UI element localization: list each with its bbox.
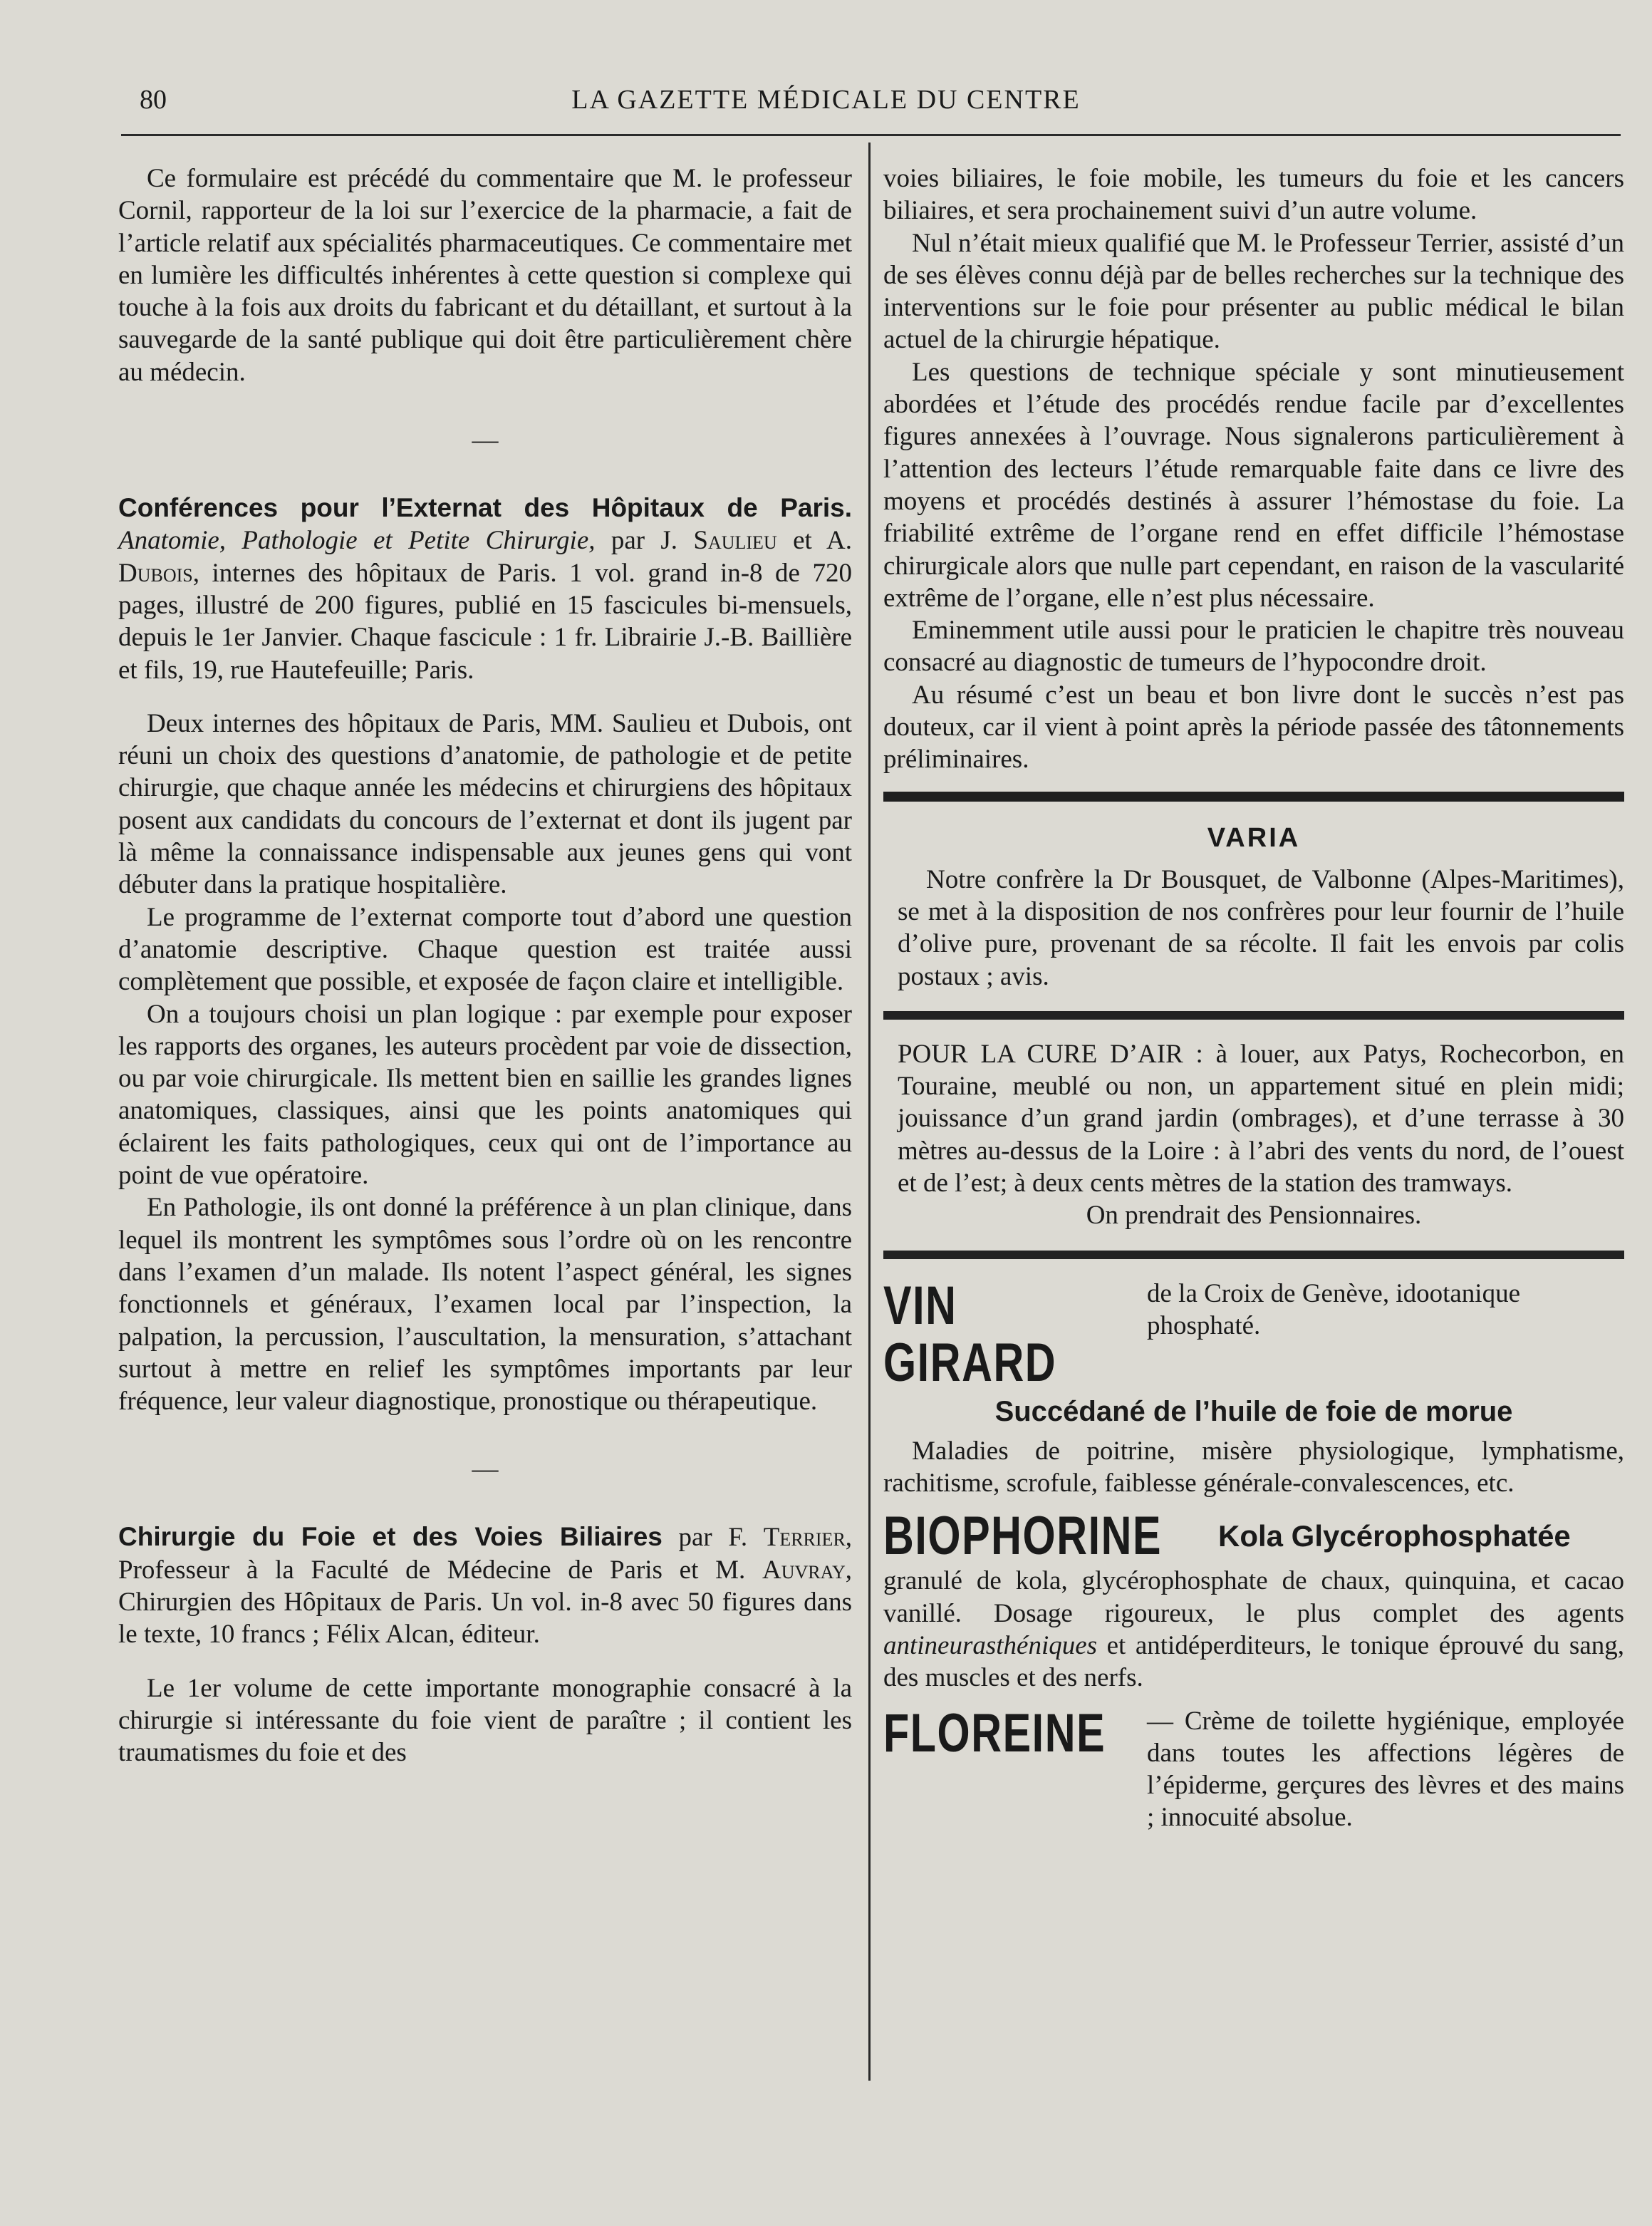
- review-subtitle: Anatomie, Pathologie et Petite Chirurgie,: [118, 526, 596, 556]
- review-author: Saulieu: [693, 526, 777, 556]
- column-divider: [868, 143, 871, 2081]
- review-paragraph: Eminemment utile aussi pour le praticien le chapitre très nouveau consacré au diagnostic de tumeurs de l’hypocondre droit.: [883, 616, 1624, 678]
- intro-paragraph: Ce formulaire est précédé du commentaire que M. le professeur Cornil, rapporteur de la loi sur l’exercice de la pharmacie, a fait de l’article relatif aux spécialités pharmaceutiques. Ce commentaire met en lumière les difficultés inhérentes à cette question si complexe qui touche à la fois aux droits du fabricant et du détaillant, et surtout à la sauvegarde de la santé publique qui doit être particulièrement chère au médecin.: [118, 164, 852, 387]
- ad-vin-girard: [883, 1275, 1624, 1393]
- ad-subtitle: Succédané de l’huile de foie de morue: [994, 1395, 1513, 1427]
- review-paragraph: Deux internes des hôpitaux de Paris, MM. Saulieu et Dubois, ont réuni un choix des questions d’anatomie, de pathologie et de petite chirurgie, que chaque année les médecins et chirurgiens des hôpitaux posent aux candidats du concours de l’externat et dont ils jugent par là même la connaissance indispensable aux jeunes gens qui vont débuter dans la pratique hospitalière.: [118, 708, 852, 900]
- classified-ad-note: On prendrait des Pensionnaires.: [1086, 1201, 1422, 1231]
- review-paragraph: On a toujours choisi un plan logique : par exemple pour exposer les rapports des organes, les auteurs procèdent par voie de dissection, ou par voie chirurgicale. Ils mettent bien en saillie les grandes lignes anatomiques, classiques, ainsi que les points anatomiques qui éclairent les faits pathologiques, ceux qui ont de l’importance au point de vue opératoire.: [118, 999, 852, 1191]
- ad-brand: BIOPHORINE: [883, 1506, 1163, 1567]
- review-by: par J.: [611, 526, 678, 556]
- ad-body-emphasis: antineurasthéniques: [883, 1630, 1098, 1660]
- section-separator: —: [472, 1454, 499, 1484]
- review-title: Chirurgie du Foie et des Voies Biliaires: [118, 1522, 663, 1552]
- review-paragraph: En Pathologie, ils ont donné la préférence à un plan clinique, dans lequel ils montrent les symptômes sous l’ordre où on les rencontre dans l’examen d’un malade. Ils notent l’aspect général, les signes fonctionnels et généraux, l’examen local par l’inspection, la palpation, la percussion, l’auscultation, la mensuration, s’attachant surtout à mettre en relief les symptômes importants par leur fréquence, leur valeur diagnostique, pronostique ou thérapeutique.: [118, 1193, 852, 1417]
- review-paragraph: Le 1er volume de cette importante monographie consacré à la chirurgie si intéressante du foie vient de paraître ; il contient les traumatismes du foie et des: [118, 1673, 852, 1768]
- ad-brand: FLOREINE: [883, 1703, 1106, 1764]
- ad-tagline: Kola Glycérophosphatée: [1218, 1519, 1571, 1553]
- section-rule: [883, 1251, 1624, 1259]
- review-paragraph: voies biliaires, le foie mobile, les tumeurs du foie et les cancers biliaires, et sera prochainement suivi d’un autre volume.: [883, 164, 1624, 226]
- review-heading: [118, 1521, 852, 1650]
- ad-body-text: granulé de kola, glycérophosphate de chaux, quinquina, et cacao vanillé. Dosage rigoureux, le plus complet des agents: [883, 1566, 1624, 1628]
- journal-title: LA GAZETTE MÉDICALE DU CENTRE: [571, 85, 1081, 115]
- ad-body: Maladies de poitrine, misère physiologique, lymphatisme, rachitisme, scrofule, faiblesse générale-convalescences, etc.: [883, 1436, 1624, 1498]
- review-title: Conférences pour l’Externat des Hôpitaux de Paris.: [118, 493, 852, 523]
- review-details: , Chirurgien des Hôpitaux de Paris. Un vol. in-8 avec 50 figures dans le texte, 10 francs ; Félix Alcan, éditeur.: [118, 1555, 852, 1650]
- review-by: par F.: [678, 1523, 748, 1553]
- page-header: [0, 84, 1652, 113]
- review-paragraph: Nul n’était mieux qualifié que M. le Professeur Terrier, assisté d’un de ses élèves connu déjà par de belles recherches sur la technique des interventions sur le foie pour présenter au public médical le bilan actuel de la chirurgie hépatique.: [883, 228, 1624, 355]
- ad-tagline: de la Croix de Genève, idootanique phosphaté.: [1147, 1278, 1520, 1340]
- review-details: , internes des hôpitaux de Paris. 1 vol. grand in-8 de 720 pages, illustré de 200 figures, publié en 15 fascicules bi-mensuels, depuis le 1er Janvier. Chaque fascicule : 1 fr. Librairie J.-B. Baillière et fils, 19, rue Hautefeuille; Paris.: [118, 558, 852, 685]
- right-column: [883, 162, 1624, 1833]
- review-and: et A.: [793, 526, 853, 556]
- varia-heading: VARIA: [1207, 822, 1301, 853]
- section-rule: [883, 792, 1624, 802]
- ad-body: [883, 1565, 1624, 1694]
- review-paragraph: Le programme de l’externat comporte tout d’abord une question d’anatomie descriptive. Chaque question est traitée aussi complètement que possible, et exposée de façon claire et intelligible.: [118, 902, 852, 997]
- review-heading: [118, 492, 852, 686]
- ad-brand: VIN GIRARD: [883, 1275, 1057, 1393]
- review-author: Terrier: [763, 1523, 846, 1553]
- review-paragraph: Les questions de technique spéciale y sont minutieusement abordées et l’étude des procédés rendue facile par d’excellentes figures annexées à l’ouvrage. Nous signalerons particulièrement à l’attention des lecteurs l’étude remarquable faite dans ce livre des moyens et procédés destinés à assurer l’hémostase du foie. La friabilité extrême de l’organe rend en effet difficile l’hémostase chirurgicale alors que nulle part cependant, en raison de la vascularité extrême de l’organe, elle n’est plus nécessaire.: [883, 357, 1624, 613]
- section-separator: —: [472, 425, 499, 455]
- page-number: 80: [140, 85, 167, 115]
- ad-biophorine: [883, 1508, 1624, 1565]
- review-affiliation: , Professeur à la Faculté de Médecine de Paris et M.: [118, 1523, 853, 1585]
- review-paragraph: Au résumé c’est un beau et bon livre dont le succès n’est pas douteux, car il vient à point après la période passée des tâtonnements préliminaires.: [883, 680, 1624, 775]
- varia-paragraph: Notre confrère la Dr Bousquet, de Valbonne (Alpes-Maritimes), se met à la disposition de nos confrères pour leur fournir de l’huile d’olive pure, provenant de sa récolte. Il fait les envois par colis postaux ; avis.: [898, 864, 1624, 991]
- ad-floreine: [883, 1705, 1624, 1833]
- review-author: Auvray: [762, 1555, 846, 1585]
- ad-body-text: et antidéperditeurs, le tonique éprouvé du sang, des muscles et des nerfs.: [883, 1630, 1624, 1693]
- ad-body: — Crème de toilette hygiénique, employée dans toutes les affections légères de l’épiderme, gerçures des lèvres et des mains ; innocuité absolue.: [1147, 1707, 1624, 1833]
- header-rule: [121, 134, 1621, 136]
- section-rule: [883, 1011, 1624, 1020]
- left-column: [118, 162, 852, 1769]
- classified-ad: POUR LA CURE D’AIR : à louer, aux Patys, Rochecorbon, en Touraine, meublé ou non, un appartement situé en plein midi; jouissance d’un grand jardin (ombrages), et d’une terrasse à 30 mètres au-dessus de la Loire : à l’abri des vents du nord, de l’ouest et de l’est; à deux cents mètres de la station des tramways.: [898, 1039, 1624, 1199]
- review-author: Dubois: [118, 558, 193, 588]
